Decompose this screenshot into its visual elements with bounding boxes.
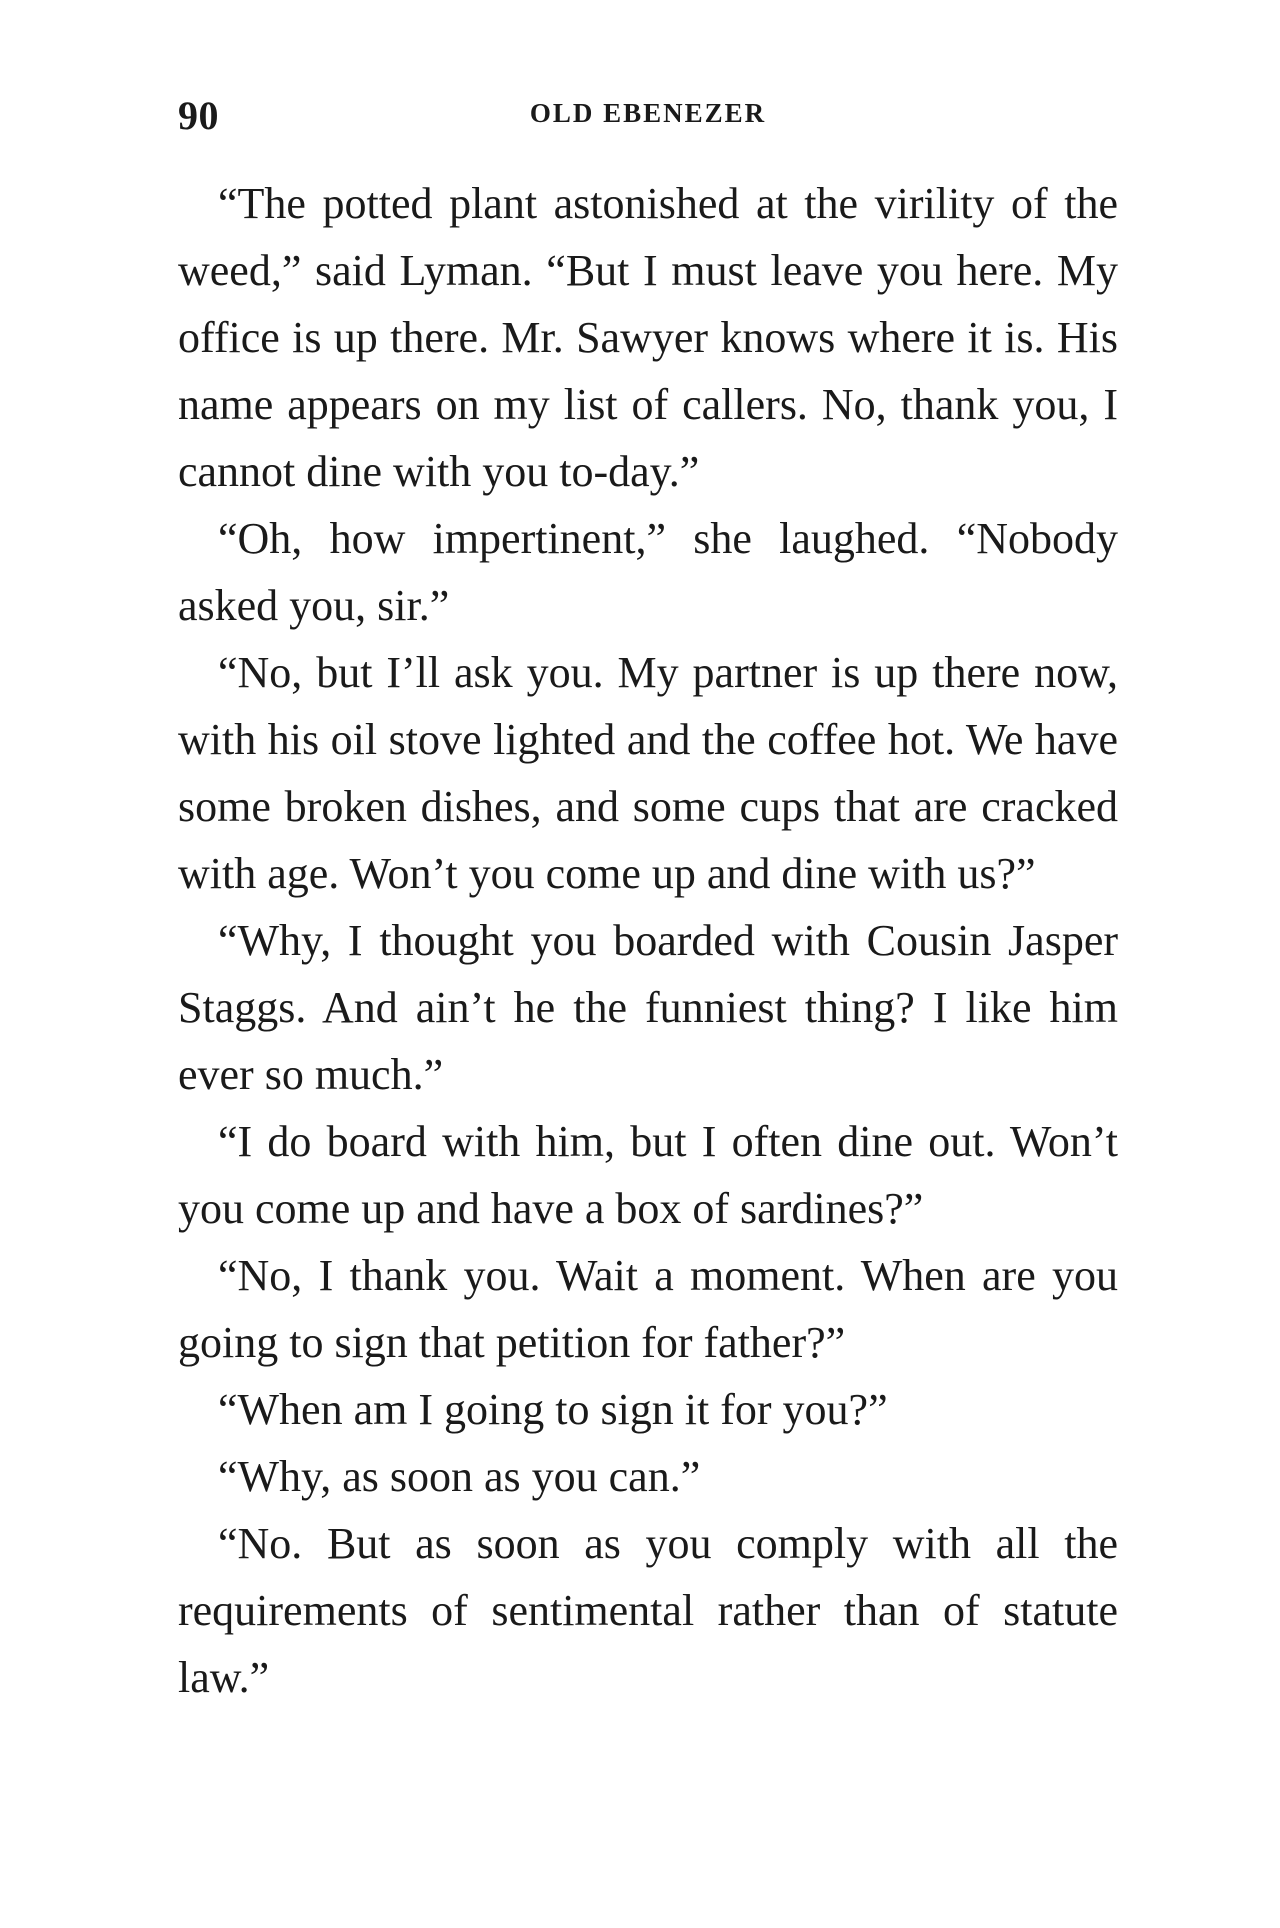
paragraph: “Why, as soon as you can.” bbox=[218, 1452, 701, 1501]
paragraph: “No, but I’ll ask you. My partner is up there now, with his oil stove lighted and the coffee hot. We have some broken dishes, and some cups that are cracked with age. Won’t you come up and dine with us?” bbox=[178, 648, 1118, 898]
paragraph: “No. But as soon as you comply with all the requirements of sentimental rather than of statute law.” bbox=[178, 1519, 1118, 1702]
paragraph: “The potted plant astonished at the virility of the weed,” said Lyman. “But I must leave you here. My office is up there. Mr. Sawyer knows where it is. His name appears on my list of callers. No, thank you, I cannot dine with you to-day.” bbox=[178, 179, 1118, 496]
running-head bbox=[178, 92, 1118, 140]
paragraph: “I do board with him, but I often dine out. Won’t you come up and have a box of sardines?” bbox=[178, 1117, 1118, 1233]
paragraph: “When am I going to sign it for you?” bbox=[218, 1385, 888, 1434]
body-text bbox=[178, 170, 1118, 1711]
paragraph: “Oh, how impertinent,” she laughed. “Nobody asked you, sir.” bbox=[178, 514, 1118, 630]
page-number: 90 bbox=[178, 93, 219, 138]
book-title: OLD EBENEZER bbox=[529, 98, 767, 128]
paragraph: “Why, I thought you boarded with Cousin Jasper Staggs. And ain’t he the funniest thing? I like him ever so much.” bbox=[178, 916, 1118, 1099]
paragraph: “No, I thank you. Wait a moment. When are you going to sign that petition for father?” bbox=[178, 1251, 1118, 1367]
